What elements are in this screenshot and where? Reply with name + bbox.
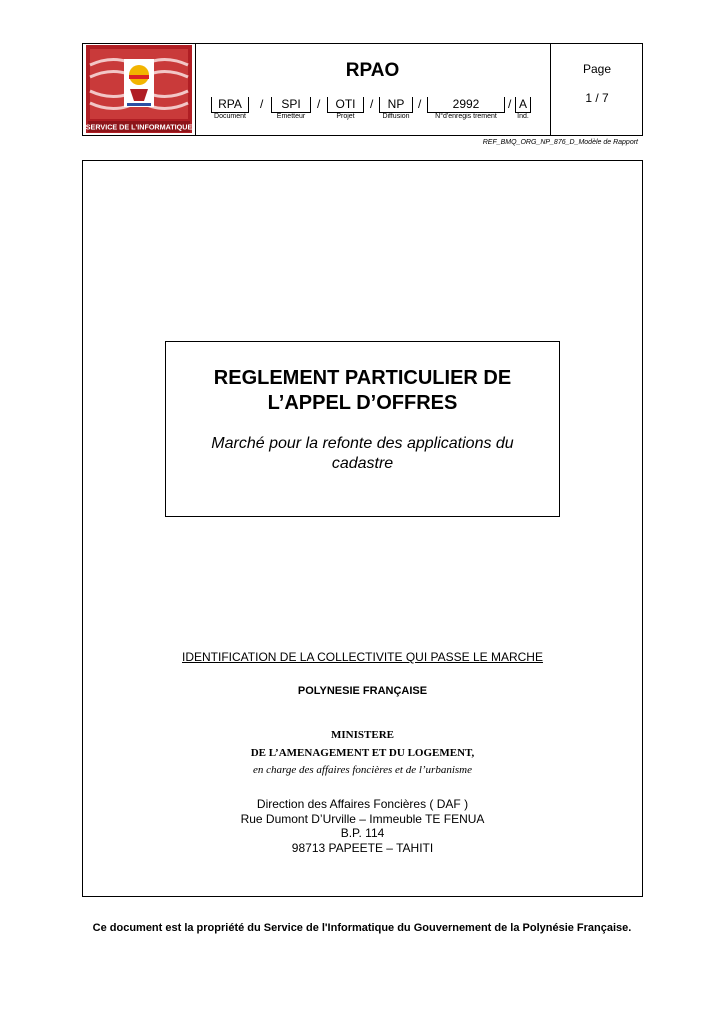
address-line: Rue Dumont D’Urville – Immeuble TE FENUA (240, 812, 485, 826)
code-caption: Document (214, 113, 246, 120)
template-reference: REF_BMQ_ORG_NP_876_D_Modèle de Rapport (482, 139, 638, 146)
ministry-remit: en charge des affaires foncières et de l’urbanisme (252, 764, 473, 776)
ministry-line: DE L’AMENAGEMENT ET DU LOGEMENT, (250, 747, 475, 759)
code-caption: Diffusion (382, 113, 410, 120)
logo-cell (83, 44, 196, 135)
address-line: Direction des Affaires Foncières ( DAF ) (256, 797, 469, 811)
svg-text:SERVICE DE L'INFORMATIQUE: SERVICE DE L'INFORMATIQUE (86, 122, 192, 132)
ownership-footer: Ce document est la propriété du Service de l'Informatique du Gouvernement de la Polynésie Française. (92, 922, 632, 934)
code-separator: / (317, 97, 321, 111)
address-line: 98713 PAPEETE – TAHITI (291, 841, 434, 855)
title-box (165, 341, 560, 517)
document-title: REGLEMENT PARTICULIER DE L’APPEL D’OFFRES (213, 367, 512, 414)
code-projet: OTI (327, 97, 364, 113)
code-separator: / (260, 97, 264, 111)
cover-frame (82, 160, 643, 897)
page-number: 1 / 7 (585, 91, 609, 105)
code-separator: / (418, 97, 422, 111)
collectivity-name: POLYNESIE FRANÇAISE (297, 685, 428, 697)
code-caption: Emetteur (276, 113, 306, 120)
code-separator: / (508, 97, 512, 111)
document-header (82, 43, 643, 136)
code-document: RPA (211, 97, 249, 113)
code-indice: A (515, 97, 531, 113)
page-label: Page (582, 62, 612, 76)
identification-heading: IDENTIFICATION DE LA COLLECTIVITE QUI PASSE LE MARCHE (182, 650, 543, 664)
service-informatique-logo (86, 45, 192, 133)
document-type-title: RPAO (345, 60, 400, 81)
code-diffusion: NP (379, 97, 413, 113)
code-caption: Projet (336, 113, 355, 120)
code-emetteur: SPI (271, 97, 311, 113)
address-line: B.P. 114 (340, 826, 385, 840)
code-separator: / (370, 97, 374, 111)
code-caption: Ind. (517, 113, 529, 120)
page-cell (550, 44, 643, 135)
ministry-line: MINISTERE (331, 729, 394, 741)
document-subtitle: Marché pour la refonte des applications du cadastre (211, 435, 514, 472)
code-enregistrement: 2992 (427, 97, 505, 113)
code-caption: N°d'enregis trement (435, 113, 497, 120)
